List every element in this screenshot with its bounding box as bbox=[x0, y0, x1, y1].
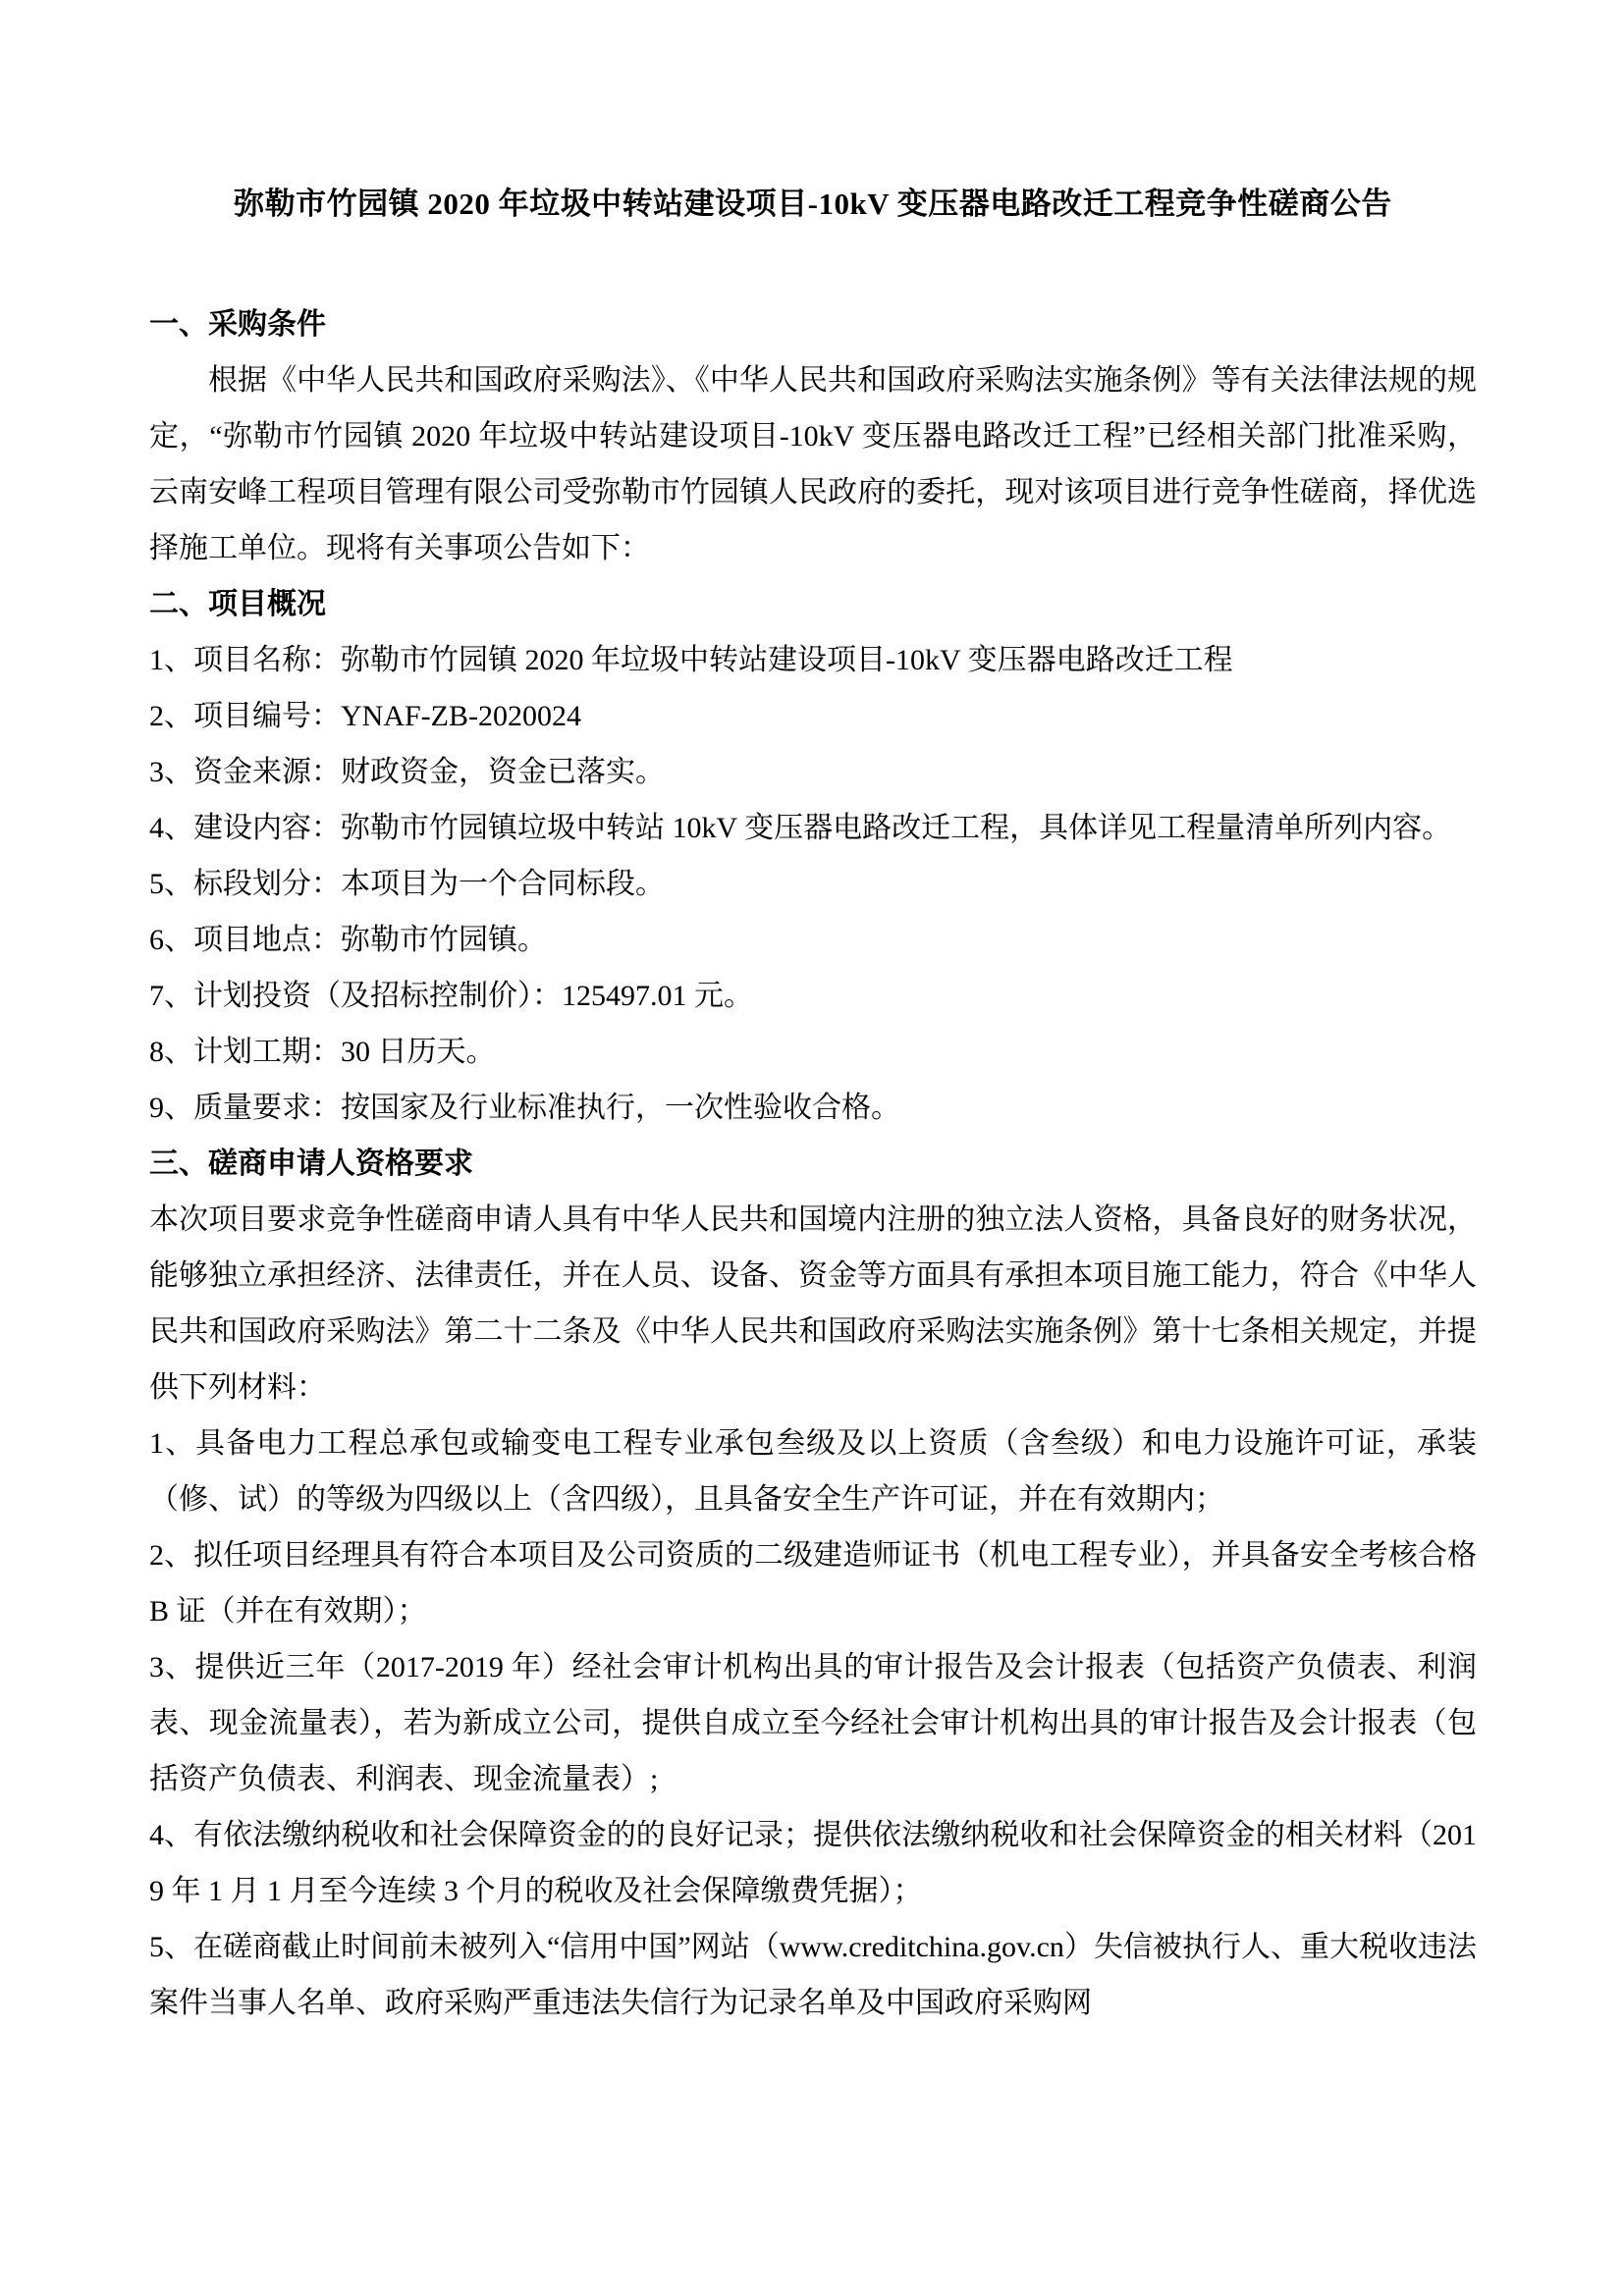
list-item-project-number: 2、项目编号：YNAF-ZB-2020024 bbox=[149, 700, 581, 732]
list-item-project-location: 6、项目地点：弥勒市竹园镇。 bbox=[149, 924, 547, 956]
list-item-planned-investment: 7、计划投资（及招标控制价）：125497.01 元。 bbox=[149, 980, 753, 1012]
list-item-project-name: 1、项目名称：弥勒市竹园镇 2020 年垃圾中转站建设项目-10kV 变压器电路改迁工程 bbox=[149, 644, 1233, 676]
section-heading-project-overview: 二、项目概况 bbox=[149, 588, 326, 620]
paragraph-qualification-intro: 本次项目要求竞争性磋商申请人具有中华人民共和国境内注册的独立法人资格，具备良好的财务状况，能够独立承担经济、法律责任，并在人员、设备、资金等方面具有承担本项目施工能力，符合《中华人民共和国政府采购法》第二十二条及《中华人民共和国政府采购法实施条例》第十七条相关规定，并提供下列材料： bbox=[149, 1203, 1477, 1404]
list-item-bid-sections: 5、标段划分：本项目为一个合同标段。 bbox=[149, 868, 665, 900]
list-item-qualification-1: 1、具备电力工程总承包或输变电工程专业承包叁级及以上资质（含叁级）和电力设施许可证，承装（修、试）的等级为四级以上（含四级），且具备安全生产许可证，并在有效期内； bbox=[149, 1427, 1477, 1516]
list-item-planned-duration: 8、计划工期：30 日历天。 bbox=[149, 1036, 496, 1068]
section-heading-applicant-qualifications: 三、磋商申请人资格要求 bbox=[149, 1148, 473, 1180]
list-item-qualification-5: 5、在磋商截止时间前未被列入“信用中国”网站（www.creditchina.gov.cn）失信被执行人、重大税收违法案件当事人名单、政府采购严重违法失信行为记录名单及中国政府采购网 bbox=[149, 1931, 1477, 2019]
list-item-funding-source: 3、资金来源：财政资金，资金已落实。 bbox=[149, 756, 665, 788]
paragraph-procurement-conditions: 根据《中华人民共和国政府采购法》、《中华人民共和国政府采购法实施条例》等有关法律法规的规定，“弥勒市竹园镇 2020 年垃圾中转站建设项目-10kV 变压器电路改迁工程”已经相关部门批准采购，云南安峰工程项目管理有限公司受弥勒市竹园镇人民政府的委托，现对该项目进行竞争性磋商，择优选择施工单位。现将有关事项公告如下： bbox=[149, 364, 1477, 564]
list-item-quality-requirement: 9、质量要求：按国家及行业标准执行，一次性验收合格。 bbox=[149, 1092, 900, 1124]
document-body bbox=[149, 177, 1477, 2031]
document-title: 弥勒市竹园镇 2020 年垃圾中转站建设项目-10kV 变压器电路改迁工程竞争性磋商公告 bbox=[234, 187, 1392, 221]
list-item-qualification-3: 3、提供近三年（2017-2019 年）经社会审计机构出具的审计报告及会计报表（包括资产负债表、利润表、现金流量表），若为新成立公司，提供自成立至今经社会审计机构出具的审计报告及会计报表（包括资产负债表、利润表、现金流量表）; bbox=[149, 1651, 1477, 1795]
section-heading-procurement-conditions: 一、采购条件 bbox=[149, 308, 326, 341]
list-item-qualification-4: 4、有依法缴纳税收和社会保障资金的的良好记录；提供依法缴纳税收和社会保障资金的相关材料（2019 年 1 月 1 月至今连续 3 个月的税收及社会保障缴费凭据）； bbox=[149, 1819, 1477, 1907]
list-item-construction-content: 4、建设内容：弥勒市竹园镇垃圾中转站 10kV 变压器电路改迁工程，具体详见工程量清单所列内容。 bbox=[149, 812, 1452, 844]
list-item-qualification-2: 2、拟任项目经理具有符合本项目及公司资质的二级建造师证书（机电工程专业），并具备安全考核合格 B 证（并在有效期）； bbox=[149, 1539, 1477, 1628]
